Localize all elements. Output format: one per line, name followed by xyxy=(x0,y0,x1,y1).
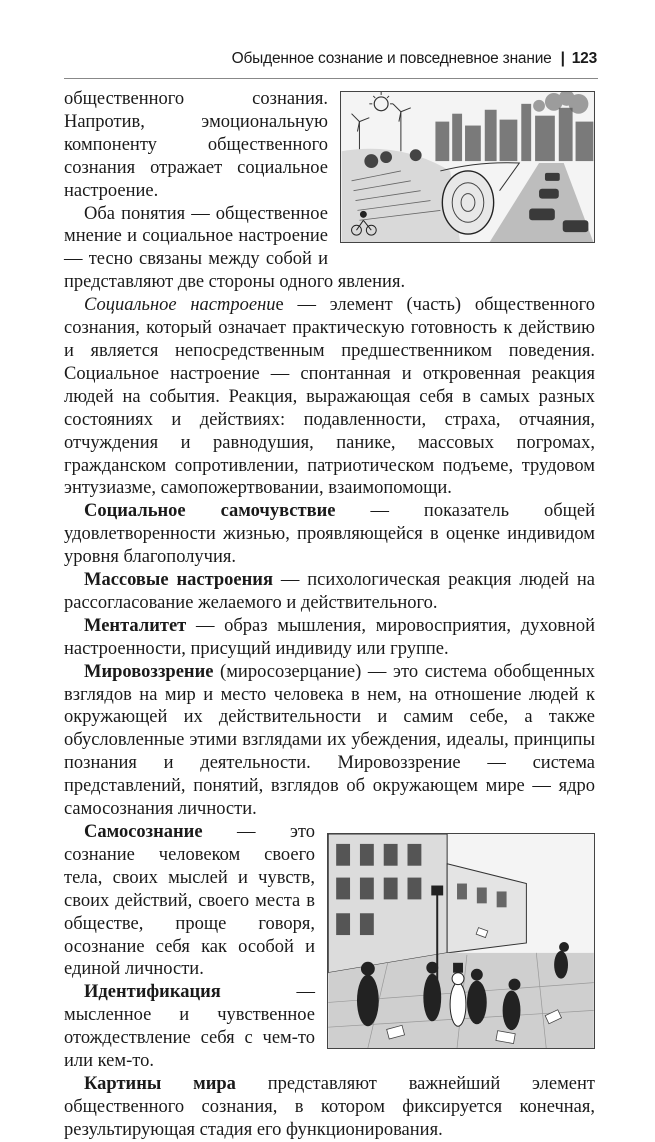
term-social-mood: Социальное настроени xyxy=(84,295,276,316)
running-header xyxy=(232,50,597,68)
city-industry-drawing xyxy=(341,92,594,242)
paragraph-mentality: Менталитет — образ мышления, мировосприятия, духовной настроенности, присущий индивиду или группе. xyxy=(64,615,595,659)
paragraph-1: общественного сознания. Напротив, эмоциональную компоненту общественного сознания отражает социальное настроение. xyxy=(64,89,328,201)
paragraph-mass-moods: Массовые настроения — психологическая реакция людей на рассогласование желаемого и действительного. xyxy=(64,570,595,613)
header-separator: | xyxy=(560,50,565,67)
paragraph-identification: Идентификация — мысленное и чувственное отождествление себя с чем-то или кем-то. xyxy=(64,982,315,1072)
term-mass-moods: Массовые настроения xyxy=(84,570,273,591)
paragraph-worldview: Мировоззрение (миросозерцание) — это система обобщенных взглядов на мир и место человека в нем, на отношение людей к окружающей их действительности и самим себе, а также обусловленные этими взглядами их убеждения, идеалы, принципы познания и деятельности. Мировоззрение — система представлений, понятий, взглядов об окружающем мире — ядро самосознания личности. xyxy=(64,661,595,820)
term-worldview: Мировоззрение xyxy=(84,661,214,682)
page-body xyxy=(64,88,595,1142)
term-social-wellbeing: Социальное самочувствие xyxy=(84,501,336,522)
paragraph-self-awareness: Самосознание — это сознание человеком своего тела, своих мыслей и чувств, своих действий, своего места в обществе, проще говоря, осознание себя как особой и единой личности. xyxy=(64,822,315,980)
paragraph-social-wellbeing: Социальное самочувствие — показатель общей удовлетворенности жизнью, проявляющейся в оценке индивидом уровня благополучия. xyxy=(64,501,595,568)
paragraph-social-mood: Социальное настроение — элемент (часть) общественного сознания, который означает практическую готовность к действию и является непосредственным предшественником поведения. Социальное настроение — спонтанная и откровенная реакция людей на события. Реакция, выражающая себя в самых разных состояниях и действиях: подавленности, страха, отчаяния, отчуждения и равнодушия, панике, массовых погромах, гражданском сопротивлении, патриотическом подъеме, трудовом энтузиазме, самопожертвовании, взаимопомощи. xyxy=(64,295,596,499)
paragraph-2: Оба понятия — общественное мнение и социальное настроение — тесно связаны между собой и представляют две стороны одного явления. xyxy=(64,203,406,293)
term-self-awareness: Самосознание xyxy=(84,822,203,842)
page-number: 123 xyxy=(571,50,597,67)
term-identification: Идентификация xyxy=(84,982,221,1003)
term-world-pictures: Картины мира xyxy=(84,1073,236,1094)
paragraph-world-pictures: Картины мира представляют важнейший элемент общественного сознания, в котором фиксируется конечная, результирующая стадия его функционирования. xyxy=(64,1073,595,1140)
header-rule xyxy=(64,78,598,79)
running-title: Обыденное сознание и повседневное знание xyxy=(231,50,552,67)
term-mentality: Менталитет xyxy=(84,615,187,636)
illustration-city-industry xyxy=(340,91,595,243)
illustration-street-scene xyxy=(327,833,595,1049)
street-scene-drawing xyxy=(328,834,594,1048)
